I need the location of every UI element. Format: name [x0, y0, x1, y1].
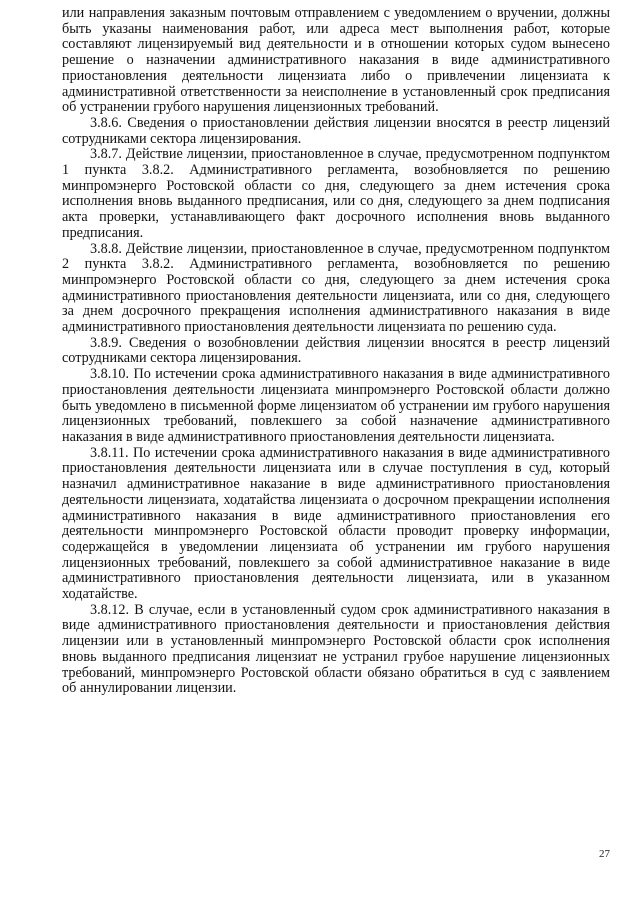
page-number: 27	[599, 848, 610, 860]
paragraph-3-8-10: 3.8.10. По истечении срока административного наказания в виде административного приостановления деятельности лицензиата минпромэнерго Ростовской области должно быть уведомлено в письменной форме лицензиатом об устранении им грубого нарушения лицензионных требований, повлекшего за собой назначение административного наказания в виде административного приостановления деятельности лицензиата.	[62, 366, 610, 445]
paragraph-3-8-12: 3.8.12. В случае, если в установленный судом срок административного наказания в виде административного приостановления деятельности и приостановления действия лицензии или в установленный минпромэнерго Ростовской области срок исполнения вновь выданного предписания лицензиат не устранил грубое нарушение лицензионных требований, минпромэнерго Ростовской области обязано обратиться в суд с заявлением об аннулировании лицензии.	[62, 601, 610, 697]
paragraph-continuation: или направления заказным почтовым отправлением с уведомлением о вручении, должны быть указаны наименования работ, или адреса мест выполнения работ, которые составляют лицензируемый вид деятельности и в отношении которых судом вынесено решение о назначении административного наказания в виде административного приостановления деятельности лицензиата либо о привлечении лицензиата к административной ответственности за неисполнение в установленный срок предписания об устранении грубого нарушения лицензионных требований.	[62, 5, 610, 116]
document-page	[62, 6, 610, 697]
paragraph-3-8-11: 3.8.11. По истечении срока административного наказания в виде административного приостановления деятельности лицензиата или в случае поступления в суд, который назначил административное наказание в виде административного приостановления деятельности лицензиата, ходатайства лицензиата о досрочном прекращении исполнения административного наказания в виде административного приостановления его деятельности минпромэнерго Ростовской области проводит проверку информации, содержащейся в уведомлении лицензиата об устранении им грубого нарушения лицензионных требований, повлекшего за собой административное наказание в виде административного приостановления деятельности лицензиата, или в указанном ходатайстве.	[62, 444, 610, 603]
paragraph-3-8-9: 3.8.9. Сведения о возобновлении действия лицензии вносятся в реестр лицензий сотрудниками сектора лицензирования.	[62, 334, 610, 367]
paragraph-3-8-8: 3.8.8. Действие лицензии, приостановленное в случае, предусмотренном подпунктом 2 пункта 3.8.2. Административного регламента, возобновляется по решению минпромэнерго Ростовской области со дня, следующего за днем истечения срока административного приостановления деятельности лицензиата, или со дня, следующего за днем досрочного прекращения исполнения административного наказания в виде административного приостановления деятельности лицензиата по решению суда.	[62, 240, 610, 336]
paragraph-3-8-7: 3.8.7. Действие лицензии, приостановленное в случае, предусмотренном подпунктом 1 пункта 3.8.2. Административного регламента, возобновляется по решению минпромэнерго Ростовской области со дня, следующего за днем истечения срока исполнения вновь выданного предписания, или со дня, следующего за днем подписания акта проверки, устанавливающего факт досрочного исполнения вновь выданного предписания.	[62, 146, 610, 241]
paragraph-3-8-6: 3.8.6. Сведения о приостановлении действия лицензии вносятся в реестр лицензий сотрудниками сектора лицензирования.	[62, 114, 610, 147]
